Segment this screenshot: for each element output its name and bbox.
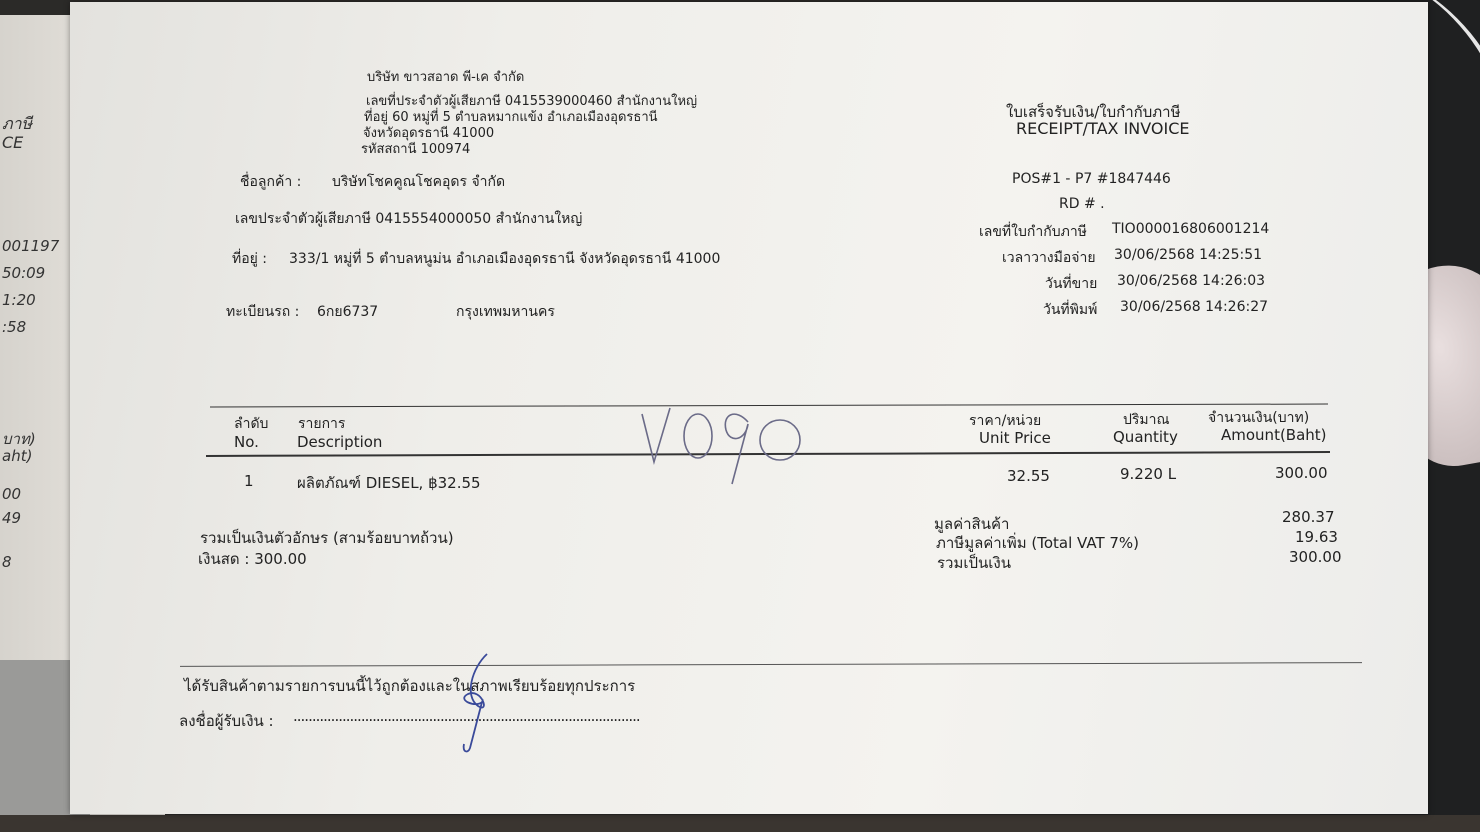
- customer-address-label: ที่อยู่ :: [232, 251, 268, 267]
- row-quantity: 9.220 L: [1120, 465, 1177, 483]
- doc-title-english: RECEIPT/TAX INVOICE: [1016, 119, 1190, 138]
- background-text: 001197: [2, 237, 60, 255]
- vat-label: ภาษีมูลค่าเพิ่ม (Total VAT 7%): [936, 534, 1140, 552]
- company-address-line1: ที่อยู่ 60 หมู่ที่ 5 ตำบลหมากแข้ง อำเภอเมืองอุดรธานี: [364, 110, 658, 125]
- station-code: รหัสสถานี 100974: [361, 142, 471, 157]
- background-text: :58: [2, 318, 27, 336]
- pos-number: POS#1 - P7 #1847446: [1012, 171, 1171, 187]
- col-amount-th: จำนวนเงิน(บาท): [1208, 410, 1310, 426]
- background-text: 00: [2, 485, 22, 503]
- company-name: บริษัท ขาวสอาด พี-เค จำกัด: [367, 70, 525, 85]
- background-text: 1:20: [2, 291, 36, 309]
- cash-paid: เงินสด : 300.00: [198, 550, 307, 568]
- col-price-th: ราคา/หน่วย: [969, 413, 1042, 429]
- background-text: 49: [2, 509, 22, 527]
- row-unit-price: 32.55: [1007, 467, 1050, 485]
- rd-number: RD # .: [1059, 196, 1105, 212]
- col-desc-th: รายการ: [298, 416, 346, 432]
- background-text: 50:09: [2, 264, 46, 282]
- invoice-number: TIO000016806001214: [1112, 221, 1270, 237]
- footer-rule: [180, 662, 1362, 667]
- signature-scribble: [442, 648, 502, 756]
- col-no-en: No.: [234, 433, 259, 451]
- customer-address: 333/1 หมู่ที่ 5 ตำบลหนูม่น อำเภอเมืองอุดรธานี จังหวัดอุดรธานี 41000: [289, 251, 721, 267]
- company-address-line2: จังหวัดอุดรธานี 41000: [363, 126, 495, 141]
- background-text: CE: [2, 133, 24, 152]
- customer-tax-id: เลขประจำตัวผู้เสียภาษี 0415554000050 สำนักงานใหญ่: [235, 211, 583, 227]
- background-text: aht): [2, 447, 33, 465]
- col-desc-en: Description: [297, 433, 383, 451]
- handover-time: 30/06/2568 14:25:51: [1114, 247, 1263, 263]
- doc-title-thai: ใบเสร็จรับเงิน/ใบกำกับภาษี: [1006, 103, 1181, 121]
- col-amount-en: Amount(Baht): [1221, 426, 1327, 444]
- signature-line: ............................................................................................: [293, 707, 640, 725]
- col-qty-th: ปริมาณ: [1123, 412, 1170, 428]
- col-qty-en: Quantity: [1113, 428, 1178, 446]
- received-statement: ได้รับสินค้าตามรายการบนนี้ไว้ถูกต้องและในสภาพเรียบร้อยทุกประการ: [184, 677, 636, 695]
- receipt-paper: [70, 2, 1428, 814]
- handover-time-label: เวลาวางมือจ่าย: [1002, 250, 1096, 266]
- plate-label: ทะเบียนรถ :: [226, 304, 300, 320]
- background-text: บาท): [2, 430, 36, 448]
- col-price-en: Unit Price: [979, 429, 1051, 447]
- sale-date: 30/06/2568 14:26:03: [1117, 273, 1266, 289]
- background-text: ภาษี: [2, 114, 33, 133]
- goods-value: 280.37: [1282, 508, 1335, 526]
- row-amount: 300.00: [1275, 464, 1328, 482]
- handwritten-note: [630, 400, 810, 490]
- plate-province: กรุงเทพมหานคร: [456, 304, 555, 320]
- col-no-th: ลำดับ: [234, 416, 269, 432]
- company-tax-id: เลขที่ประจำตัวผู้เสียภาษี 0415539000460 สำนักงานใหญ่: [366, 94, 698, 109]
- plate-number: 6กย6737: [317, 304, 379, 320]
- row-description: ผลิตภัณฑ์ DIESEL, ฿32.55: [297, 474, 481, 492]
- signature-label: ลงชื่อผู้รับเงิน :: [179, 712, 274, 730]
- print-date: 30/06/2568 14:26:27: [1120, 299, 1269, 315]
- row-no: 1: [244, 472, 254, 490]
- vat-value: 19.63: [1295, 528, 1338, 546]
- customer-name-label: ชื่อลูกค้า :: [240, 174, 302, 190]
- total-label: รวมเป็นเงิน: [937, 554, 1011, 572]
- total-value: 300.00: [1289, 548, 1342, 566]
- amount-in-words: รวมเป็นเงินตัวอักษร (สามร้อยบาทถ้วน): [200, 529, 454, 547]
- invoice-number-label: เลขที่ใบกำกับภาษี: [979, 224, 1087, 240]
- sale-date-label: วันที่ขาย: [1045, 276, 1098, 292]
- desk-edge: [0, 815, 1480, 832]
- customer-name: บริษัทโชคคูณโชคอุดร จำกัด: [332, 174, 506, 190]
- background-text: 8: [2, 553, 12, 571]
- goods-value-label: มูลค่าสินค้า: [934, 515, 1010, 533]
- print-date-label: วันที่พิมพ์: [1043, 302, 1098, 318]
